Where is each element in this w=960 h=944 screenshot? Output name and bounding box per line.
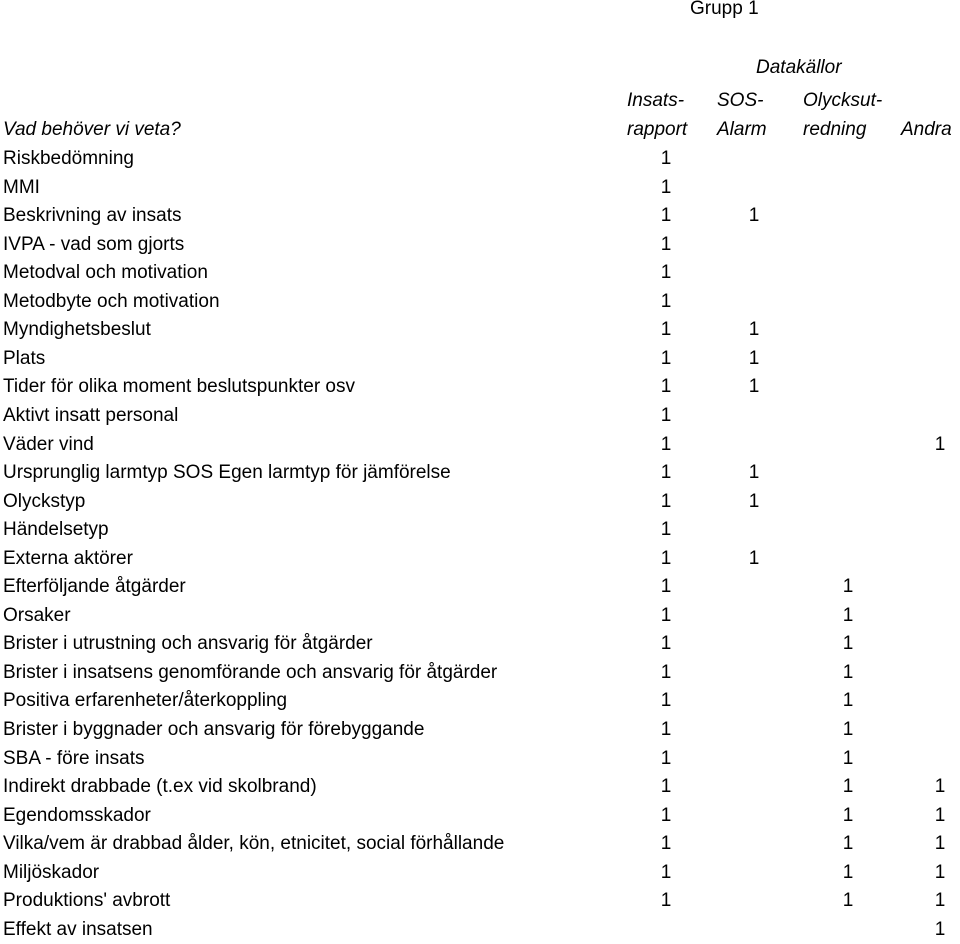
table-row: [0, 802, 960, 830]
table-row: [0, 288, 960, 316]
row-label: Plats: [3, 347, 46, 369]
row-label: Vilka/vem är drabbad ålder, kön, etnicitet, social förhållande: [3, 833, 505, 855]
column-header-line1: Insats-: [627, 90, 685, 111]
row-value-cell: 1: [842, 690, 854, 712]
table-row: [0, 231, 960, 259]
table-row: [0, 716, 960, 744]
row-value-cell: 1: [748, 319, 760, 341]
row-label: Produktions' avbrott: [3, 890, 171, 912]
row-value-cell: 1: [748, 490, 760, 512]
row-value-cell: 1: [934, 833, 946, 855]
table-row: [0, 516, 960, 544]
row-value-cell: 1: [842, 861, 854, 883]
row-value-cell: 1: [660, 661, 672, 683]
row-value-cell: 1: [660, 262, 672, 284]
row-value-cell: 1: [660, 833, 672, 855]
row-label: Riskbedömning: [3, 148, 134, 169]
row-label: Indirekt drabbade (t.ex vid skolbrand): [3, 776, 317, 798]
row-label: SBA - före insats: [3, 747, 145, 769]
row-value-cell: 1: [660, 519, 672, 541]
row-value-cell: 1: [660, 776, 672, 798]
row-label: Aktivt insatt personal: [3, 404, 179, 426]
row-value-cell: 1: [660, 347, 672, 369]
row-value-cell: 1: [748, 347, 760, 369]
row-value-cell: 1: [660, 205, 672, 227]
row-label: Effekt av insatsen: [3, 918, 153, 940]
row-value-cell: 1: [660, 462, 672, 484]
row-label: Beskrivning av insats: [3, 205, 182, 227]
table-row: [0, 174, 960, 202]
table-row: [0, 373, 960, 401]
row-label: Metodbyte och motivation: [3, 290, 220, 312]
row-value-cell: 1: [660, 547, 672, 569]
row-value-cell: 1: [934, 433, 946, 455]
row-value-cell: 1: [842, 604, 854, 626]
table-row: [0, 630, 960, 658]
row-label: MMI: [3, 176, 40, 198]
column-header-line2: Alarm: [717, 119, 767, 140]
row-value-cell: 1: [748, 462, 760, 484]
row-label: Positiva erfarenheter/återkoppling: [3, 690, 288, 712]
column-header-line2: rapport: [627, 119, 688, 140]
table-row: [0, 687, 960, 715]
table-row: [0, 402, 960, 430]
row-label: Brister i insatsens genomförande och ansvarig för åtgärder: [3, 661, 498, 683]
row-label: Tider för olika moment beslutspunkter osv: [3, 376, 356, 398]
row-value-cell: 1: [660, 490, 672, 512]
row-value-cell: 1: [934, 861, 946, 883]
row-label: Efterföljande åtgärder: [3, 576, 186, 598]
row-value-cell: 1: [660, 290, 672, 312]
group-header: Datakällor: [756, 57, 842, 78]
row-value-cell: 1: [660, 176, 672, 198]
row-value-cell: 1: [660, 890, 672, 912]
table-row: [0, 859, 960, 887]
row-value-cell: 1: [660, 148, 672, 169]
table-row: [0, 573, 960, 601]
row-label: Brister i utrustning och ansvarig för åtgärder: [3, 633, 373, 655]
row-label: Händelsetyp: [3, 519, 109, 541]
row-value-cell: 1: [660, 861, 672, 883]
row-value-cell: 1: [660, 604, 672, 626]
row-value-cell: 1: [660, 376, 672, 398]
question-header: Vad behöver vi veta?: [3, 119, 181, 140]
table-row: [0, 773, 960, 801]
row-value-cell: 1: [660, 690, 672, 712]
table-row: [0, 830, 960, 858]
table-row: [0, 202, 960, 230]
row-value-cell: 1: [660, 233, 672, 255]
row-value-cell: 1: [842, 633, 854, 655]
row-value-cell: 1: [934, 804, 946, 826]
table-row: [0, 459, 960, 487]
column-header-line1: Olycksut-: [803, 90, 883, 111]
row-value-cell: 1: [660, 804, 672, 826]
row-label: Ursprunglig larmtyp SOS Egen larmtyp för jämförelse: [3, 462, 451, 484]
row-value-cell: 1: [842, 576, 854, 598]
row-value-cell: 1: [934, 918, 946, 940]
column-header-line2: Andra: [901, 119, 952, 140]
row-value-cell: 1: [842, 661, 854, 683]
row-value-cell: 1: [660, 433, 672, 455]
table-row: [0, 887, 960, 915]
table-row: [0, 145, 960, 173]
row-value-cell: 1: [842, 833, 854, 855]
table-row: [0, 431, 960, 459]
row-label: Externa aktörer: [3, 547, 133, 569]
table-row: [0, 545, 960, 573]
row-label: Väder vind: [3, 433, 94, 455]
row-value-cell: 1: [842, 804, 854, 826]
table-row: [0, 602, 960, 630]
table-row: [0, 259, 960, 287]
row-value-cell: 1: [842, 719, 854, 740]
row-value-cell: 1: [660, 404, 672, 426]
row-label: Olyckstyp: [3, 490, 86, 512]
sheet-title: Grupp 1: [690, 0, 759, 19]
table-row: [0, 345, 960, 373]
row-value-cell: 1: [748, 205, 760, 227]
row-label: Miljöskador: [3, 861, 100, 883]
row-value-cell: 1: [660, 576, 672, 598]
row-label: Myndighetsbeslut: [3, 319, 151, 341]
column-header-line1: SOS-: [717, 90, 764, 111]
row-label: Orsaker: [3, 604, 71, 626]
row-value-cell: 1: [842, 776, 854, 798]
row-value-cell: 1: [934, 890, 946, 912]
row-label: Egendomsskador: [3, 804, 151, 826]
row-label: Metodval och motivation: [3, 262, 208, 284]
row-label: Brister i byggnader och ansvarig för förebyggande: [3, 719, 425, 740]
table-row: [0, 745, 960, 773]
row-value-cell: 1: [934, 776, 946, 798]
row-value-cell: 1: [660, 319, 672, 341]
row-value-cell: 1: [842, 747, 854, 769]
row-value-cell: 1: [748, 376, 760, 398]
table-row: [0, 659, 960, 687]
table-row: [0, 488, 960, 516]
row-value-cell: 1: [660, 719, 672, 740]
column-header-line2: redning: [803, 119, 867, 140]
row-value-cell: 1: [748, 547, 760, 569]
table-row: [0, 316, 960, 344]
table-row: [0, 916, 960, 944]
row-value-cell: 1: [660, 633, 672, 655]
row-label: IVPA - vad som gjorts: [3, 233, 185, 255]
row-value-cell: 1: [842, 890, 854, 912]
row-value-cell: 1: [660, 747, 672, 769]
